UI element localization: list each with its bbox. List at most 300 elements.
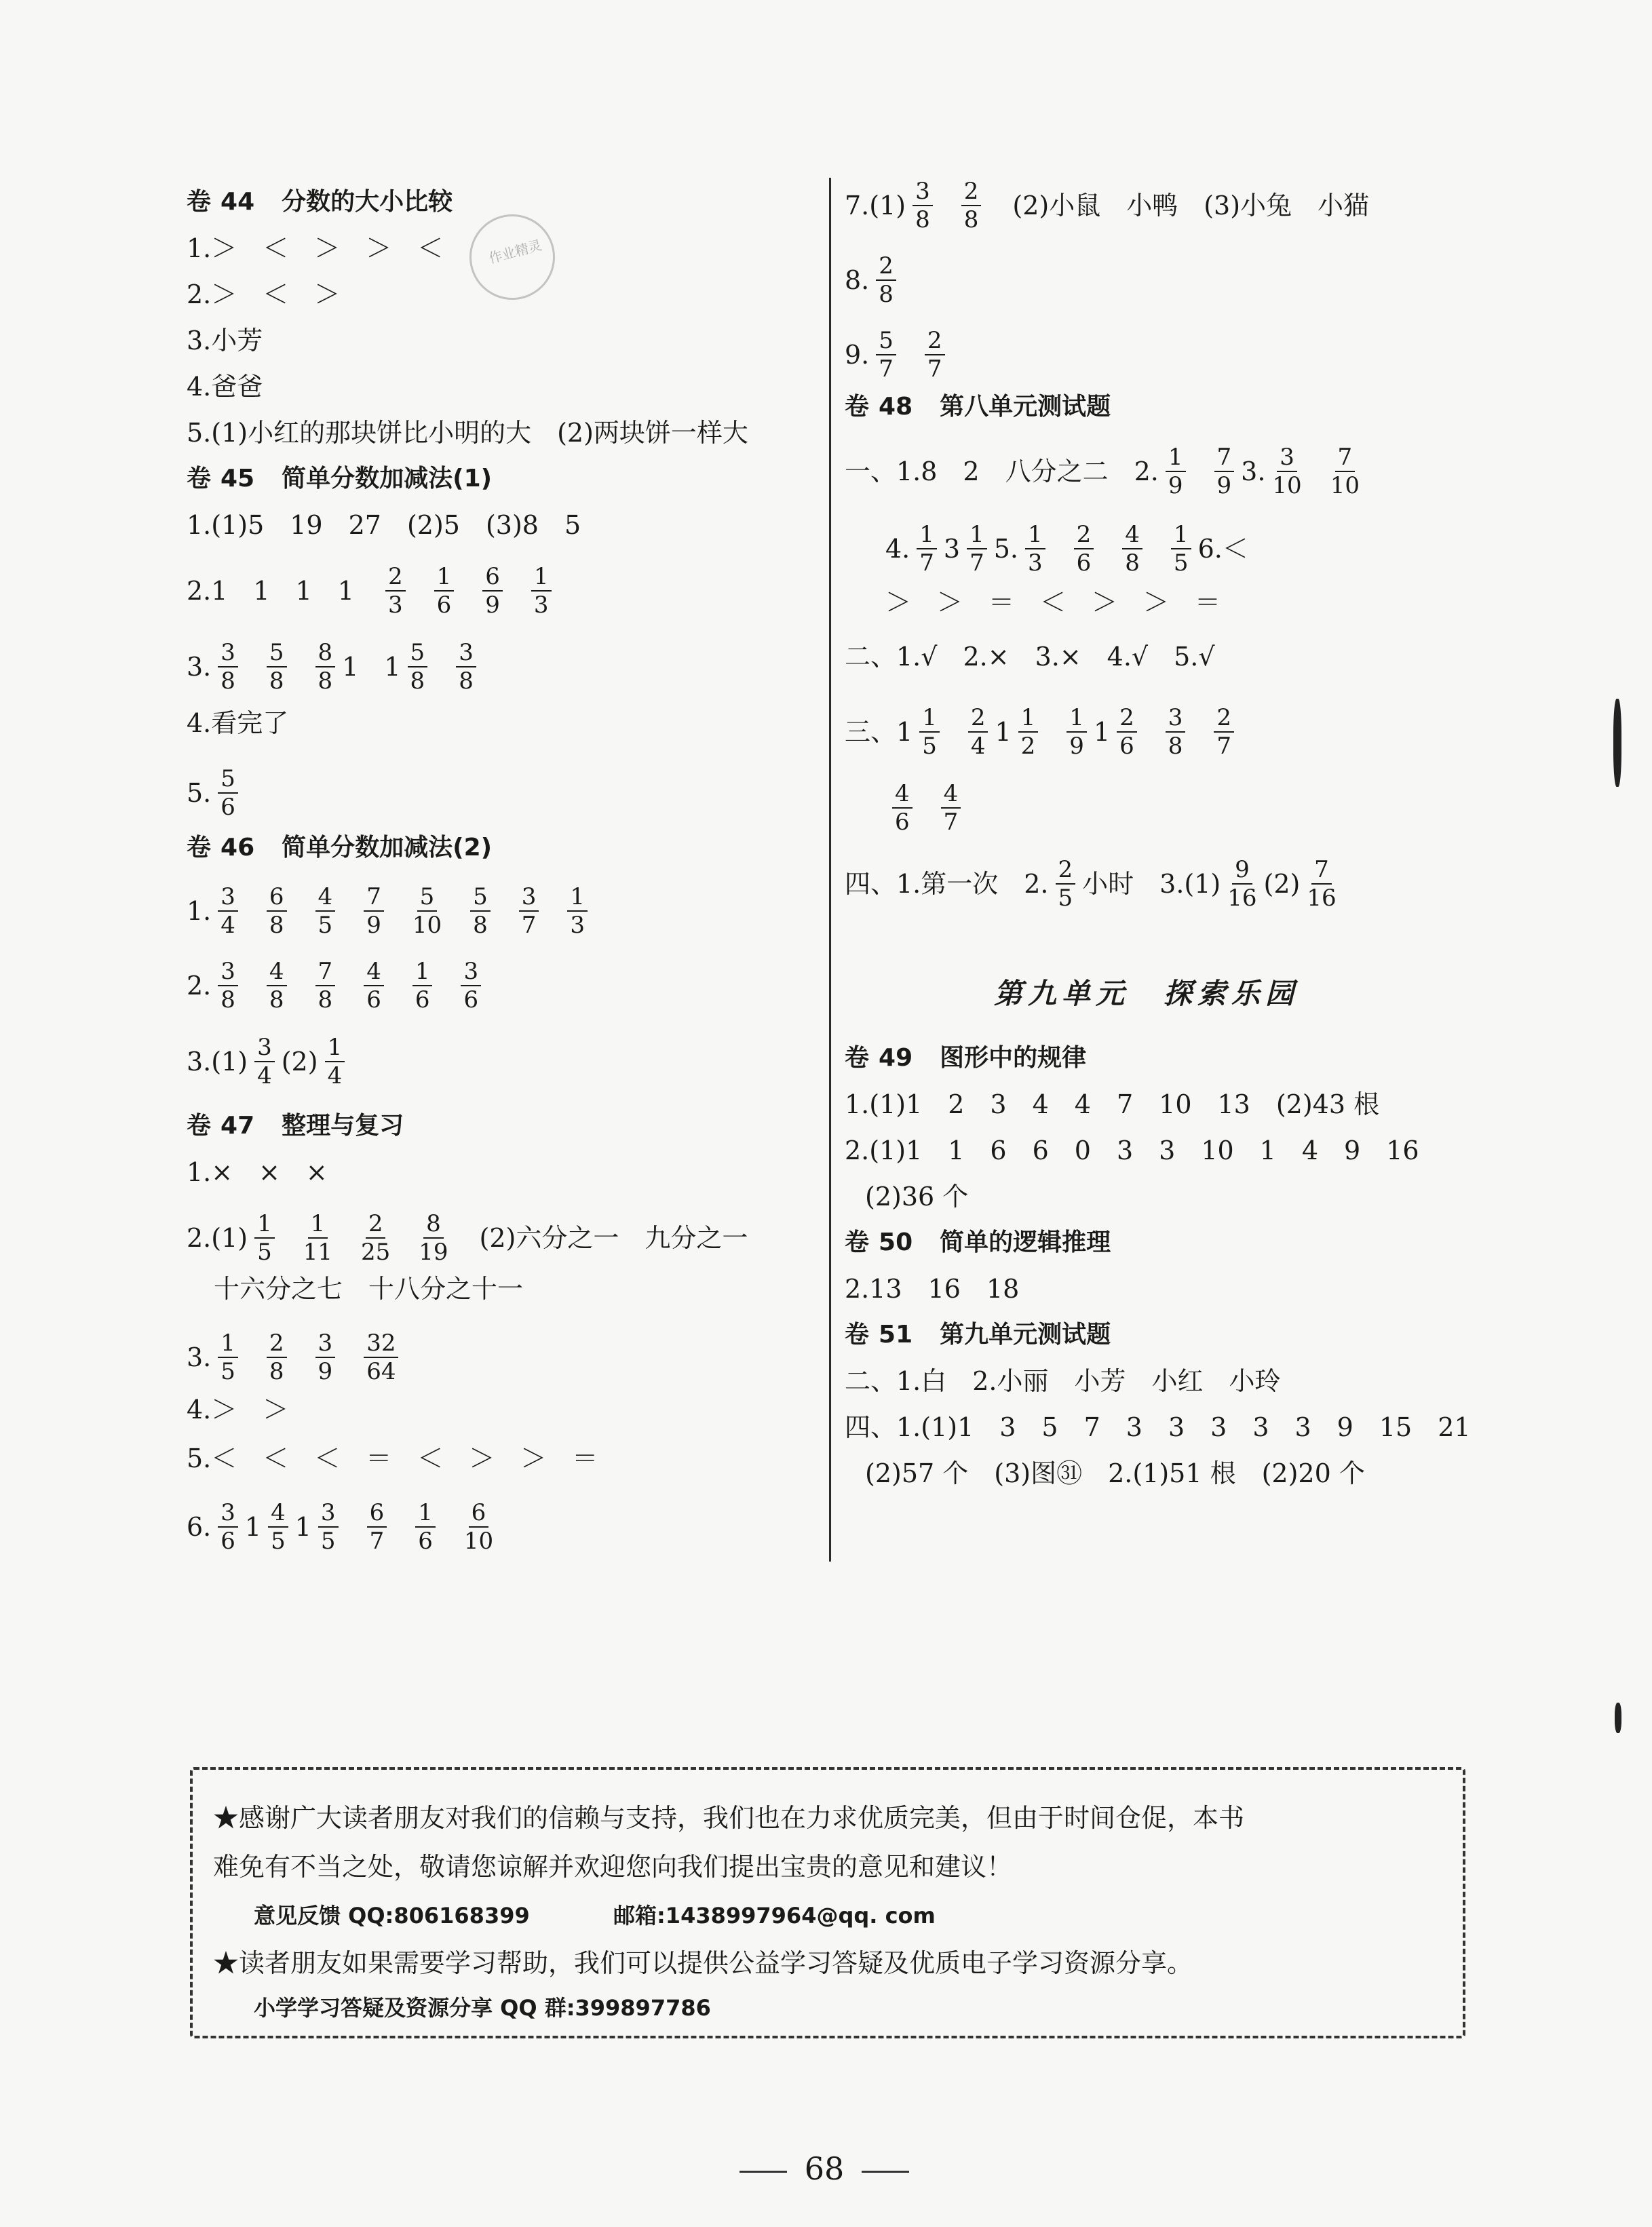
answer-line xyxy=(187,563,558,619)
answer-prefix: 3. xyxy=(187,1342,212,1372)
answer-line: 2.13 16 18 xyxy=(845,1274,1020,1304)
answer-line xyxy=(187,1034,351,1089)
denominator: 6 xyxy=(1119,733,1134,760)
fraction xyxy=(1067,704,1087,760)
heading-num: 45 xyxy=(220,465,255,492)
numerator: 2 xyxy=(961,178,982,206)
fraction xyxy=(456,639,476,695)
numerator: 3 xyxy=(1166,704,1186,733)
denominator: 6 xyxy=(436,592,452,619)
numerator: 3 xyxy=(913,178,933,206)
answer-prefix: 3. xyxy=(187,652,212,682)
numerator: 7 xyxy=(364,883,384,912)
denominator: 16 xyxy=(1227,885,1257,912)
fraction xyxy=(248,1034,282,1089)
fraction xyxy=(1307,856,1336,912)
answer-line xyxy=(187,765,245,821)
numerator: 2 xyxy=(1074,521,1094,549)
numerator: 1 xyxy=(919,704,940,733)
numerator: 1 xyxy=(412,958,433,986)
answer-line xyxy=(845,252,903,308)
fraction xyxy=(1214,704,1234,760)
heading-num: 51 xyxy=(879,1321,913,1349)
fraction xyxy=(267,1330,287,1385)
answer-line: 3.小芳 xyxy=(187,326,263,355)
denominator: 7 xyxy=(1216,733,1232,760)
fraction xyxy=(941,780,961,836)
fraction xyxy=(385,563,406,619)
denominator: 4 xyxy=(327,1062,343,1089)
fraction xyxy=(876,252,896,308)
answer-line xyxy=(187,1499,500,1555)
numerator: 5 xyxy=(417,883,438,912)
numerator: 5 xyxy=(267,639,287,667)
fraction xyxy=(1049,856,1083,912)
answer-prefix: 3.(1) xyxy=(187,1047,248,1077)
fraction xyxy=(1221,856,1263,912)
denominator: 6 xyxy=(415,986,430,1013)
numerator: 1 xyxy=(1018,704,1039,733)
answer-text: 1 xyxy=(1093,717,1111,747)
answer-line: 4.爸爸 xyxy=(187,372,263,402)
numerator: 7 xyxy=(315,958,336,986)
answer-prefix: 三、1 xyxy=(845,717,913,747)
fraction xyxy=(408,639,428,695)
fraction xyxy=(910,521,944,577)
numerator: 1 xyxy=(967,521,987,549)
fraction xyxy=(218,1330,238,1385)
numerator: 3 xyxy=(218,883,238,912)
numerator: 9 xyxy=(1232,856,1252,885)
fraction-group xyxy=(1265,444,1366,499)
qq-group: 小学学习答疑及资源分享 QQ 群:399897786 xyxy=(254,1995,711,2021)
fraction xyxy=(1117,704,1137,760)
answer-text: (2) xyxy=(1263,869,1301,899)
answer-prefix: 四、1.第一次 2. xyxy=(845,869,1049,899)
numerator: 3 xyxy=(218,639,238,667)
numerator: 1 xyxy=(1025,521,1045,549)
denominator: 4 xyxy=(220,912,235,939)
fraction xyxy=(967,521,987,577)
fraction xyxy=(267,958,287,1013)
answer-prefix: 6. xyxy=(187,1512,212,1542)
denominator: 8 xyxy=(220,986,235,1013)
numerator: 2 xyxy=(968,704,988,733)
numerator: 1 xyxy=(325,1034,345,1062)
answer-prefix: 1. xyxy=(187,896,212,926)
fraction xyxy=(315,639,336,695)
column-divider xyxy=(829,178,831,1562)
answer-text: 2.1 1 1 1 xyxy=(187,576,354,606)
fraction xyxy=(261,1499,295,1555)
fraction xyxy=(367,1499,387,1555)
denominator: 9 xyxy=(1168,472,1183,499)
fraction xyxy=(1166,444,1186,499)
fraction-group xyxy=(211,883,594,939)
fraction xyxy=(325,1034,345,1089)
answer-text: 1 xyxy=(244,1512,262,1542)
numerator: 2 xyxy=(925,327,945,355)
fraction xyxy=(925,327,945,383)
heading-num: 46 xyxy=(220,834,255,861)
fraction-group xyxy=(311,1499,500,1555)
fraction xyxy=(470,883,491,939)
answer-prefix: 7.(1) xyxy=(845,191,906,220)
heading-title: 简单分数加减法(1) xyxy=(282,465,493,492)
answer-line: 1.× × × xyxy=(187,1157,328,1187)
heading-num: 49 xyxy=(879,1044,913,1072)
denominator: 8 xyxy=(410,667,425,695)
fraction xyxy=(364,1330,398,1385)
page-number: 68 xyxy=(712,2150,936,2187)
denominator: 8 xyxy=(269,667,284,695)
denominator: 10 xyxy=(1330,472,1360,499)
answer-text: (2) xyxy=(281,1047,318,1077)
numerator: 3 xyxy=(315,1330,336,1358)
numerator: 4 xyxy=(1122,521,1142,549)
heading-label: 卷 xyxy=(187,834,212,861)
denominator: 7 xyxy=(969,549,984,577)
numerator: 2 xyxy=(1214,704,1234,733)
answer-line xyxy=(187,958,488,1013)
denominator: 8 xyxy=(963,206,979,233)
fraction-group xyxy=(211,639,342,695)
heading-num: 44 xyxy=(220,188,255,216)
fraction-group xyxy=(211,1330,405,1385)
denominator: 8 xyxy=(220,667,235,695)
fraction xyxy=(1122,521,1142,577)
heading-label: 卷 xyxy=(845,1044,870,1072)
section-heading-49 xyxy=(845,1041,1086,1076)
answer-line: 二、1.白 2.小丽 小芳 小红 小玲 xyxy=(845,1366,1281,1396)
answer-line: (2)57 个 (3)图㉛ 2.(1)51 根 (2)20 个 xyxy=(865,1458,1365,1488)
denominator: 7 xyxy=(879,355,894,383)
fraction xyxy=(218,883,238,939)
scan-mark xyxy=(1613,699,1621,787)
answer-line: 1.＞ ＜ ＞ ＞ ＜ xyxy=(187,233,444,263)
denominator: 19 xyxy=(419,1239,448,1266)
fraction xyxy=(211,1499,245,1555)
denominator: 25 xyxy=(361,1239,391,1266)
fraction xyxy=(1272,444,1301,499)
section-heading-48 xyxy=(845,389,1111,425)
numerator: 2 xyxy=(267,1330,287,1358)
answer-line: 1.(1)1 2 3 4 4 7 10 13 (2)43 根 xyxy=(845,1089,1380,1119)
numerator: 1 xyxy=(254,1210,275,1239)
denominator: 7 xyxy=(927,355,942,383)
fraction xyxy=(1171,521,1191,577)
numerator: 7 xyxy=(1335,444,1356,472)
heading-label: 卷 xyxy=(187,1112,212,1140)
fraction xyxy=(218,639,238,695)
fraction-group xyxy=(248,1210,455,1266)
denominator: 8 xyxy=(879,281,894,308)
numerator: 1 xyxy=(218,1330,238,1358)
denominator: 6 xyxy=(220,794,235,821)
numerator: 4 xyxy=(892,780,913,809)
fraction xyxy=(218,765,238,821)
notice-line: ★感谢广大读者朋友对我们的信赖与支持，我们也在力求优质完美，但由于时间仓促，本书 xyxy=(213,1803,1245,1833)
denominator: 3 xyxy=(570,912,585,939)
denominator: 16 xyxy=(1307,885,1337,912)
fraction-group xyxy=(1159,444,1241,499)
section-heading-50 xyxy=(845,1225,1111,1260)
answer-text: (2)小鼠 小鸭 (3)小兔 小猫 xyxy=(1012,191,1370,220)
heading-title: 简单分数加减法(2) xyxy=(282,834,493,861)
fraction xyxy=(268,1499,288,1555)
fraction xyxy=(519,883,539,939)
numerator: 1 xyxy=(434,563,455,592)
denominator: 10 xyxy=(1272,472,1302,499)
answer-line xyxy=(845,444,1366,499)
denominator: 8 xyxy=(318,986,333,1013)
heading-title: 图形中的规律 xyxy=(940,1044,1087,1072)
fraction-group xyxy=(869,327,951,383)
fraction xyxy=(461,958,481,1013)
fraction xyxy=(464,1499,493,1555)
unit-title: 第九单元 探索乐园 xyxy=(994,977,1300,1010)
fraction xyxy=(567,883,588,939)
scan-mark xyxy=(1615,1703,1621,1733)
fraction xyxy=(415,1499,436,1555)
denominator: 8 xyxy=(269,986,284,1013)
numerator: 1 xyxy=(1166,444,1186,472)
section-heading-51 xyxy=(845,1317,1111,1353)
fraction-group xyxy=(401,639,483,695)
denominator: 4 xyxy=(257,1062,272,1089)
notice-box xyxy=(190,1767,1465,2038)
numerator: 3 xyxy=(519,883,539,912)
fraction xyxy=(876,327,896,383)
denominator: 2 xyxy=(1020,733,1036,760)
answer-line: 2.＞ ＜ ＞ xyxy=(187,279,341,309)
fraction xyxy=(318,1499,339,1555)
fraction xyxy=(968,704,988,760)
answer-line xyxy=(885,521,1248,577)
heading-label: 卷 xyxy=(845,1321,870,1349)
denominator: 6 xyxy=(463,986,479,1013)
denominator: 8 xyxy=(473,912,488,939)
answer-line xyxy=(845,178,1369,233)
answer-line: 四、1.(1)1 3 5 7 3 3 3 3 3 9 15 21 xyxy=(845,1412,1471,1442)
numerator: 7 xyxy=(1311,856,1332,885)
denominator: 9 xyxy=(1216,472,1232,499)
numerator: 32 xyxy=(364,1330,398,1358)
answer-line: 1.(1)5 19 27 (2)5 (3)8 5 xyxy=(187,510,581,540)
fraction-group xyxy=(885,780,967,836)
heading-title: 分数的大小比较 xyxy=(282,188,453,216)
fraction xyxy=(218,958,238,1013)
denominator: 7 xyxy=(919,549,934,577)
fraction xyxy=(412,958,433,1013)
numerator: 8 xyxy=(423,1210,444,1239)
fraction xyxy=(913,178,933,233)
denominator: 8 xyxy=(1125,549,1140,577)
denominator: 8 xyxy=(269,1358,284,1385)
denominator: 6 xyxy=(1076,549,1092,577)
denominator: 5 xyxy=(220,1358,235,1385)
notice-line: ★读者朋友如果需要学习帮助，我们可以提供公益学习答疑及优质电子学习资源分享。 xyxy=(213,1948,1193,1978)
numerator: 5 xyxy=(470,883,491,912)
numerator: 6 xyxy=(267,883,287,912)
denominator: 6 xyxy=(366,986,381,1013)
fraction xyxy=(1227,856,1256,912)
fraction-group xyxy=(1018,521,1198,577)
fraction xyxy=(482,563,503,619)
answer-text: 6.＜ xyxy=(1197,534,1248,564)
fraction xyxy=(1300,856,1343,912)
numerator: 1 xyxy=(415,1499,436,1528)
heading-label: 卷 xyxy=(845,1228,870,1256)
fraction xyxy=(303,1210,332,1266)
denominator: 9 xyxy=(318,1358,333,1385)
section-heading-47 xyxy=(187,1108,404,1144)
heading-title: 第九单元测试题 xyxy=(940,1321,1111,1349)
numerator: 2 xyxy=(385,563,406,592)
answer-text: 3 xyxy=(943,534,961,564)
denominator: 11 xyxy=(303,1239,332,1266)
denominator: 6 xyxy=(895,809,910,836)
fraction-group xyxy=(379,563,558,619)
fraction xyxy=(267,639,287,695)
denominator: 5 xyxy=(1173,549,1189,577)
fraction-group xyxy=(1110,704,1241,760)
numerator: 6 xyxy=(482,563,503,592)
fraction xyxy=(1056,856,1076,912)
numerator: 4 xyxy=(268,1499,288,1528)
denominator: 9 xyxy=(485,592,500,619)
numerator: 2 xyxy=(1117,704,1137,733)
notice-line: 难免有不当之处，敬请您谅解并欢迎您向我们提出宝贵的意见和建议！ xyxy=(213,1852,1013,1882)
fraction xyxy=(315,958,336,1013)
answer-prefix: 2. xyxy=(187,971,212,1001)
numerator: 3 xyxy=(318,1499,339,1528)
answer-text: 小时 3.(1) xyxy=(1082,869,1221,899)
answer-text: (2)六分之一 九分之一 xyxy=(479,1223,748,1253)
answer-line xyxy=(845,704,1241,760)
answer-text: 3. xyxy=(1241,457,1266,486)
heading-label: 卷 xyxy=(187,465,212,492)
fraction-group xyxy=(913,704,995,760)
answer-line: ＞ ＞ ＝ ＜ ＞ ＞ ＝ xyxy=(885,587,1221,617)
answer-text: 1 1 xyxy=(342,652,401,682)
denominator: 5 xyxy=(1058,885,1073,912)
feedback-email: 邮箱:1438997964@qq. com xyxy=(613,1903,936,1929)
denominator: 5 xyxy=(271,1528,286,1555)
fraction xyxy=(1018,704,1039,760)
heading-num: 48 xyxy=(879,393,913,421)
numerator: 2 xyxy=(876,252,896,281)
answer-prefix: 4. xyxy=(885,534,910,564)
answer-line: 4.＞ ＞ xyxy=(187,1395,289,1425)
denominator: 64 xyxy=(366,1358,396,1385)
numerator: 4 xyxy=(315,883,336,912)
answer-line: (2)36 个 xyxy=(865,1182,969,1212)
fraction xyxy=(419,1210,448,1266)
fraction xyxy=(364,883,384,939)
answer-line: 4.看完了 xyxy=(187,708,289,738)
numerator: 5 xyxy=(218,765,238,794)
fraction-group xyxy=(906,178,988,233)
fraction-group xyxy=(211,958,488,1013)
denominator: 3 xyxy=(1028,549,1043,577)
fraction xyxy=(1025,521,1045,577)
denominator: 6 xyxy=(220,1528,235,1555)
heading-num: 47 xyxy=(220,1112,255,1140)
heading-title: 第八单元测试题 xyxy=(940,393,1111,421)
numerator: 2 xyxy=(1056,856,1076,885)
answer-line xyxy=(187,1210,748,1266)
fraction xyxy=(1330,444,1360,499)
fraction xyxy=(892,780,913,836)
numerator: 1 xyxy=(308,1210,328,1239)
answer-line xyxy=(845,856,1343,912)
denominator: 9 xyxy=(1069,733,1084,760)
fraction xyxy=(434,563,455,619)
denominator: 8 xyxy=(459,667,474,695)
denominator: 3 xyxy=(533,592,549,619)
fraction xyxy=(364,958,384,1013)
denominator: 10 xyxy=(412,912,442,939)
heading-label: 卷 xyxy=(845,393,870,421)
fraction xyxy=(361,1210,390,1266)
feedback-qq: 意见反馈 QQ:806168399 xyxy=(254,1903,530,1929)
denominator: 8 xyxy=(269,912,284,939)
answer-prefix: 5. xyxy=(187,778,212,808)
answer-line: 5.＜ ＜ ＜ ＝ ＜ ＞ ＞ ＝ xyxy=(187,1444,598,1473)
heading-title: 简单的逻辑推理 xyxy=(940,1228,1111,1256)
section-heading-44 xyxy=(187,185,453,220)
fraction xyxy=(919,704,940,760)
heading-label: 卷 xyxy=(187,188,212,216)
denominator: 10 xyxy=(463,1528,494,1555)
answer-text: 1 xyxy=(995,717,1012,747)
denominator: 4 xyxy=(970,733,986,760)
answer-prefix: 一、1.8 2 八分之二 2. xyxy=(845,457,1159,486)
numerator: 1 xyxy=(531,563,552,592)
denominator: 6 xyxy=(418,1528,433,1555)
denominator: 8 xyxy=(1168,733,1183,760)
answer-text: 1 xyxy=(294,1512,311,1542)
answer-line xyxy=(187,1330,405,1385)
answer-prefix: 9. xyxy=(845,340,870,370)
answer-line xyxy=(187,883,594,939)
numerator: 4 xyxy=(941,780,961,809)
numerator: 3 xyxy=(218,1499,238,1528)
fraction xyxy=(1214,444,1235,499)
denominator: 7 xyxy=(521,912,537,939)
numerator: 4 xyxy=(364,958,384,986)
answer-prefix: 2.(1) xyxy=(187,1223,248,1253)
denominator: 8 xyxy=(318,667,333,695)
fraction xyxy=(869,252,903,308)
denominator: 5 xyxy=(318,912,333,939)
fraction xyxy=(1166,704,1186,760)
numerator: 3 xyxy=(218,958,238,986)
numerator: 1 xyxy=(917,521,937,549)
fraction-group xyxy=(1012,704,1094,760)
answer-line: 二、1.√ 2.× 3.× 4.√ 5.√ xyxy=(845,642,1215,672)
numerator: 1 xyxy=(567,883,588,912)
fraction xyxy=(315,1330,336,1385)
fraction xyxy=(315,883,336,939)
heading-title: 整理与复习 xyxy=(282,1112,404,1140)
denominator: 3 xyxy=(387,592,403,619)
numerator: 2 xyxy=(366,1210,386,1239)
fraction xyxy=(211,765,245,821)
numerator: 4 xyxy=(267,958,287,986)
answer-line: 5.(1)小红的那块饼比小明的大 (2)两块饼一样大 xyxy=(187,418,748,448)
